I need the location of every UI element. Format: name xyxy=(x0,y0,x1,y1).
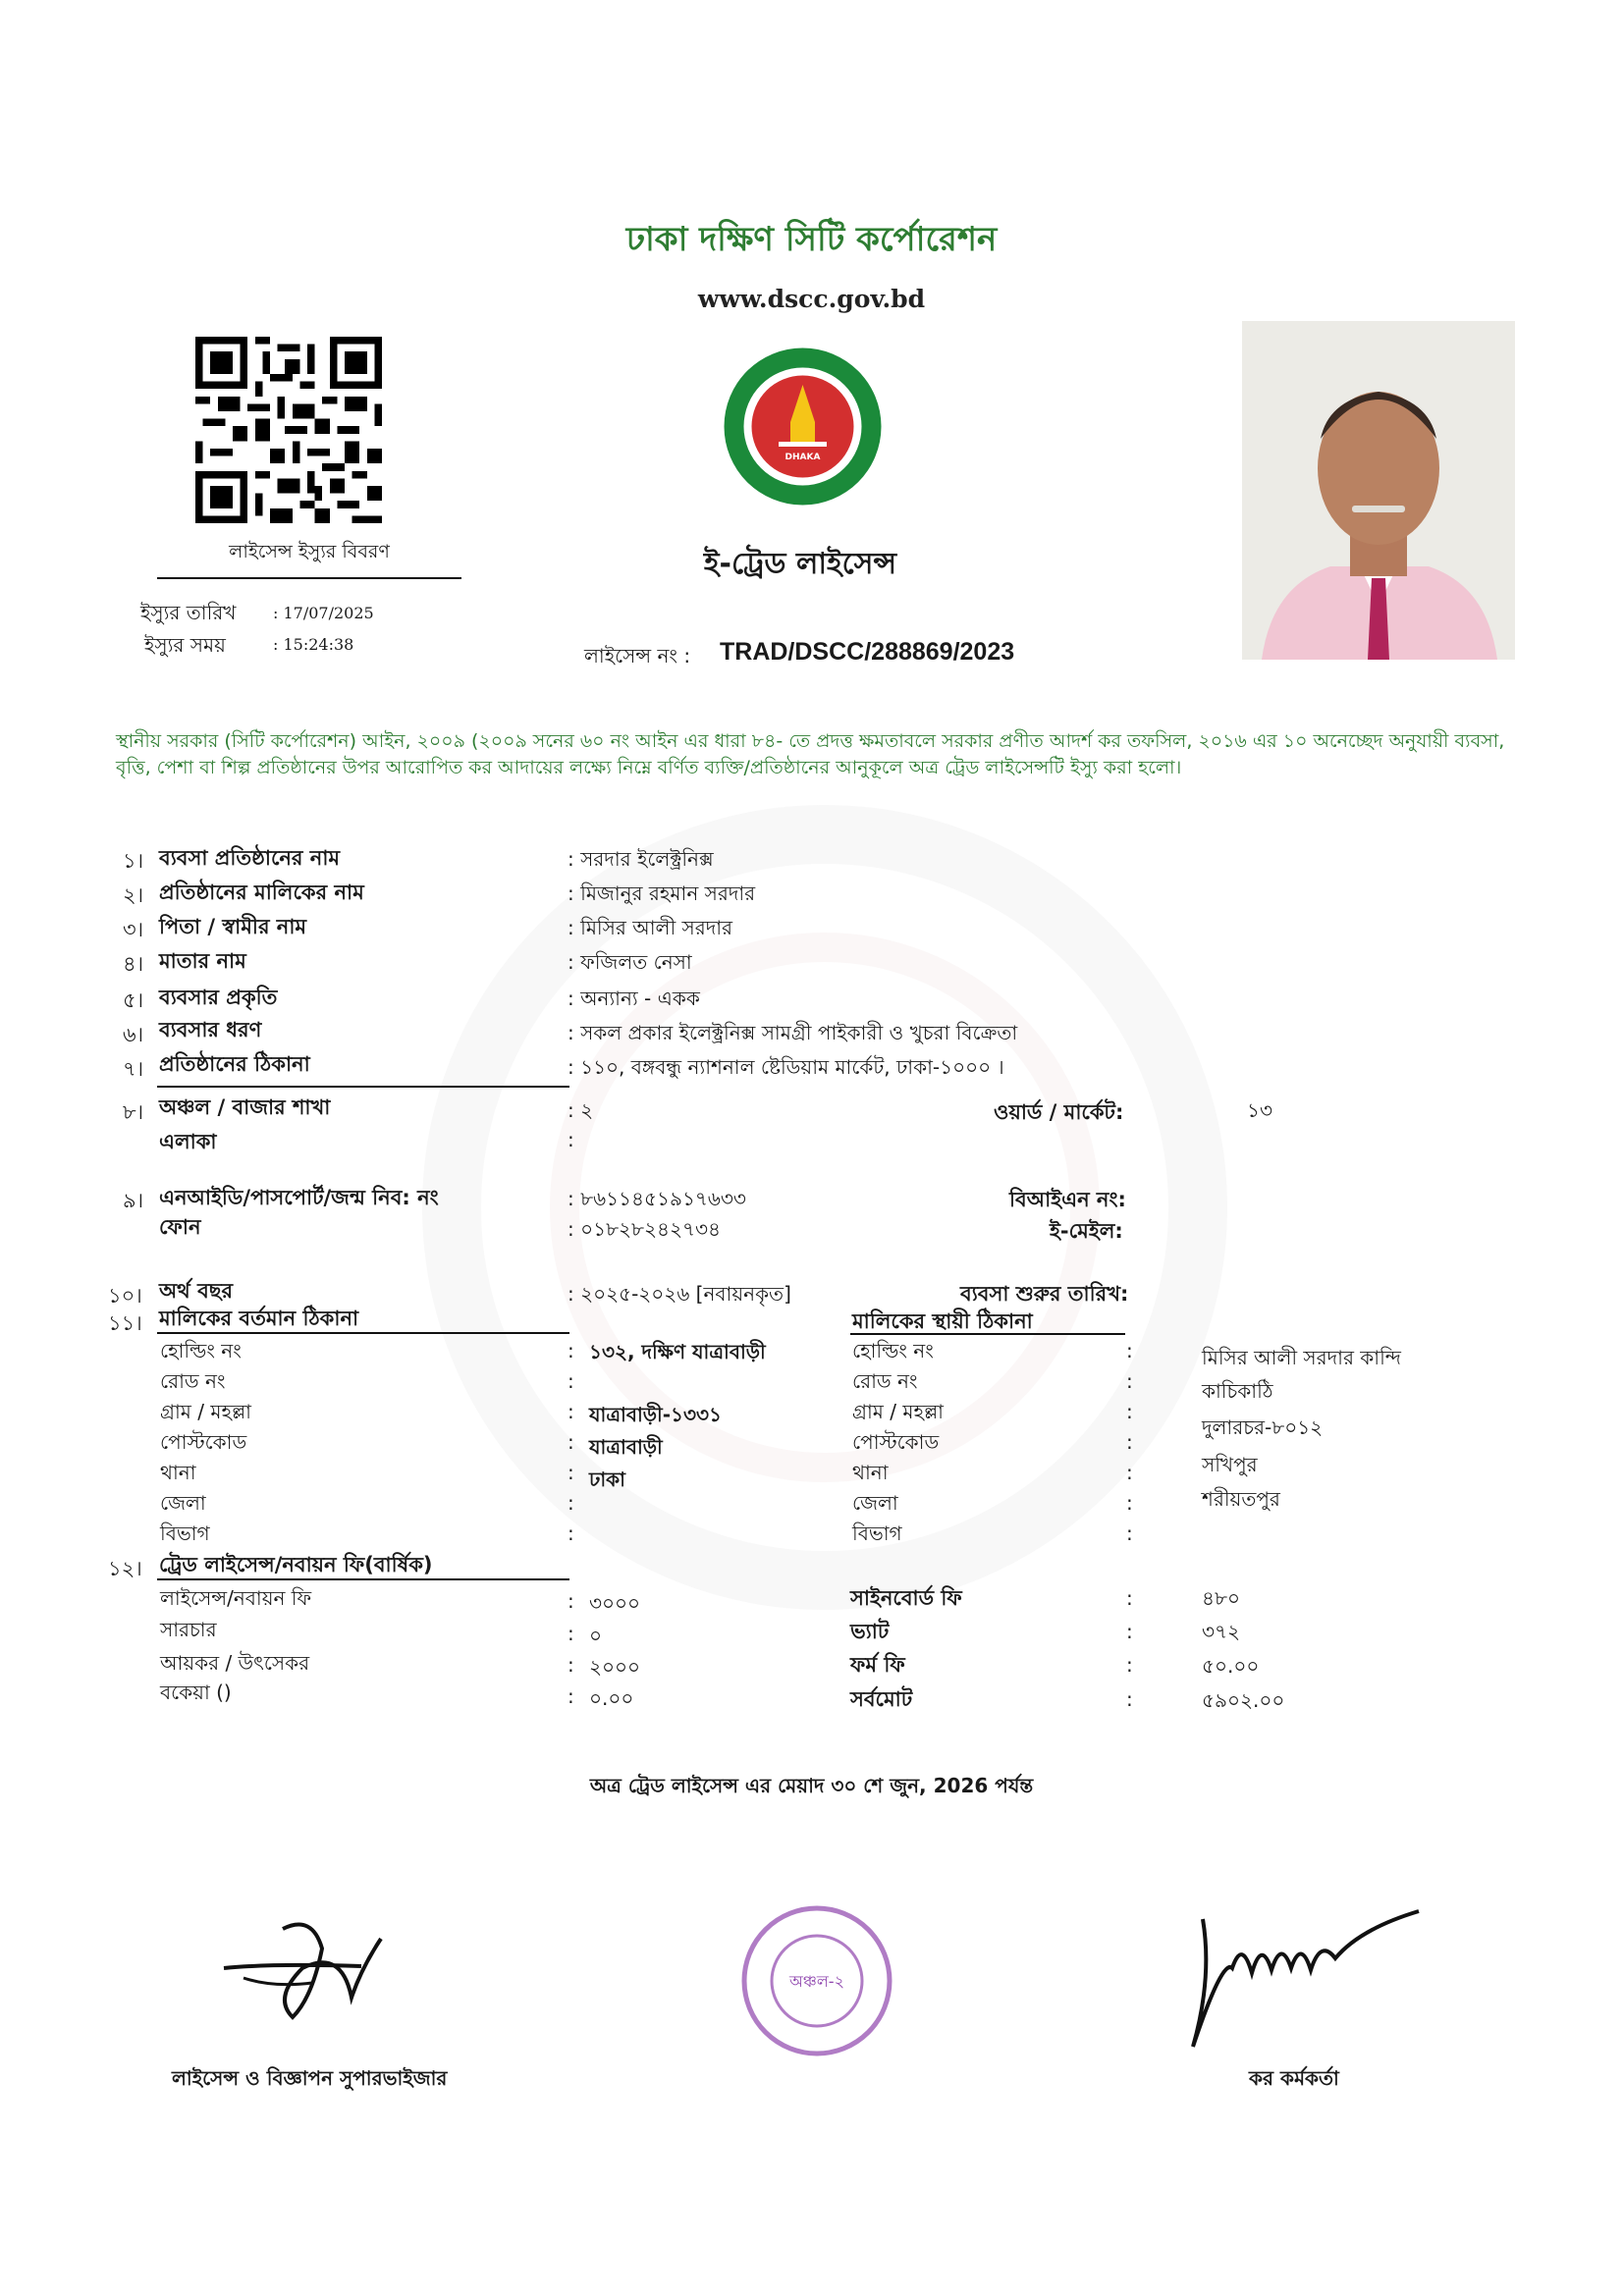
permanent-thana-label: থানা xyxy=(852,1461,889,1484)
fee-vat-value: ৩৭২ xyxy=(1202,1620,1241,1643)
left-signature-mark xyxy=(214,1909,401,2037)
fee-colon: : xyxy=(568,1653,574,1677)
fee-colon: : xyxy=(1126,1687,1133,1711)
validity-text: অত্র ট্রেড লাইসেন্স এর মেয়াদ ৩০ শে জুন, 2026 পর্যন্ত xyxy=(589,1774,1034,1797)
fee-arrears-label: বকেয়া () xyxy=(160,1681,232,1704)
field-4-number: ৪। xyxy=(123,952,144,976)
document-title: ই-ট্রেড লাইসেন্স xyxy=(703,547,897,581)
field-4-label: মাতার নাম xyxy=(159,949,246,973)
ward-label: ওয়ার্ড / মার্কেট: xyxy=(994,1100,1124,1124)
field-1-value: : সরদার ইলেক্ট্রনিক্স xyxy=(568,847,714,871)
fee-incometax-label: আয়কর / উৎসেকর xyxy=(160,1651,310,1675)
current-colon: : xyxy=(568,1491,574,1515)
current-village-value: যাত্রাবাড়ী-১৩৩১ xyxy=(589,1403,723,1426)
logo-inner-text: DHAKA xyxy=(784,453,821,462)
right-signature-mark xyxy=(1173,1899,1429,2056)
field-7-value: : ১১০, বঙ্গবন্ধু ন্যাশনাল ষ্টেডিয়াম মার্কেট, ঢাকা-১০০০ । xyxy=(568,1055,1004,1079)
current-colon: : xyxy=(568,1369,574,1393)
zone-divider xyxy=(157,1086,569,1088)
field-5-label: ব্যবসার প্রকৃতি xyxy=(159,986,278,1009)
permanent-colon: : xyxy=(1126,1400,1133,1423)
field-4-value: : ফজিলত নেসা xyxy=(568,950,692,974)
fee-arrears-value: ০.০০ xyxy=(589,1686,634,1710)
current-village-label: গ্রাম / মহল্লা xyxy=(160,1400,251,1423)
email-label: ই-মেইল: xyxy=(1050,1219,1123,1243)
fee-total-label: সর্বমোট xyxy=(850,1687,913,1711)
left-signature-label: লাইসেন্স ও বিজ্ঞাপন সুপারভাইজার xyxy=(172,2066,448,2090)
fee-surcharge-value: ০ xyxy=(589,1624,603,1647)
stamp-text: অঞ্চল-২ xyxy=(789,1972,844,1991)
corporation-title: ঢাকা দক্ষিণ সিটি কর্পোরেশন xyxy=(625,220,998,259)
permanent-road-label: রোড নং xyxy=(852,1369,918,1393)
permanent-thana-value: সখিপুর xyxy=(1202,1453,1258,1476)
nid-label: এনআইডি/পাসপোর্ট/জন্ম নিব: নং xyxy=(159,1186,439,1209)
dscc-logo xyxy=(722,346,884,507)
permanent-colon: : xyxy=(1126,1369,1133,1393)
field-3-label: পিতা / স্বামীর নাম xyxy=(159,915,307,938)
field-6-value: : সকল প্রকার ইলেক্ট্রনিক্স সামগ্রী পাইকারী ও খুচরা বিক্রেতা xyxy=(568,1021,1018,1044)
issue-time-label: ইস্যুর সময় xyxy=(144,633,226,657)
fees-number: ১২। xyxy=(108,1557,142,1580)
fee-colon: : xyxy=(568,1622,574,1645)
fees-divider xyxy=(157,1578,569,1580)
fee-colon: : xyxy=(1126,1620,1133,1643)
fee-colon: : xyxy=(1126,1586,1133,1610)
current-thana-value: ঢাকা xyxy=(589,1468,625,1491)
fiscal-value: : ২০২৫-২০২৬ [নবায়নকৃত] xyxy=(568,1282,791,1306)
field-3-number: ৩। xyxy=(123,918,144,941)
zone-label: অঞ্চল / বাজার শাখা xyxy=(159,1095,331,1119)
field-7-number: ৭। xyxy=(123,1057,144,1081)
address-number: ১১। xyxy=(108,1311,142,1335)
phone-value: : ০১৮২৮২৪২৭৩৪ xyxy=(568,1217,722,1241)
current-road-label: রোড নং xyxy=(160,1369,226,1393)
office-stamp xyxy=(738,1902,895,2059)
permanent-address-heading: মালিকের স্থায়ী ঠিকানা xyxy=(852,1309,1033,1333)
zone-number: ৮। xyxy=(123,1100,144,1124)
fee-incometax-value: ২০০০ xyxy=(589,1655,641,1679)
permanent-postcode-label: পোস্টকোড xyxy=(852,1430,940,1454)
fee-signboard-value: ৪৮০ xyxy=(1202,1586,1240,1610)
fee-colon: : xyxy=(568,1589,574,1613)
zone-value: : ২ xyxy=(568,1098,594,1122)
current-district-label: জেলা xyxy=(160,1491,206,1515)
permanent-road-value: কাচিকাঠি xyxy=(1202,1379,1273,1403)
permanent-address-divider xyxy=(850,1333,1125,1335)
phone-label: ফোন xyxy=(159,1215,201,1239)
current-colon: : xyxy=(568,1400,574,1423)
field-6-label: ব্যবসার ধরণ xyxy=(159,1018,262,1041)
permanent-village-value: দুলারচর-৮০১২ xyxy=(1202,1415,1324,1439)
fee-vat-label: ভ্যাট xyxy=(850,1620,890,1643)
business-start-label: ব্যবসা শুরুর তারিখ: xyxy=(960,1282,1129,1306)
current-colon: : xyxy=(568,1461,574,1484)
fee-total-value: ৫৯০২.০০ xyxy=(1202,1688,1285,1712)
issue-date-label: ইস্যুর তারিখ xyxy=(140,601,237,624)
permanent-holding-label: হোল্ডিং নং xyxy=(852,1339,934,1362)
intro-paragraph: স্থানীয় সরকার (সিটি কর্পোরেশন) আইন, ২০০৯ (২০০৯ সনের ৬০ নং আইন এর ধারা ৮৪- তে প্রদত্ত ক্ষমতাবলে সরকার প্রণীত আদর্শ কর তফসিল, ২০১৬ এর ১০ অনেচ্ছেদ অনুযায়ী ব্যবসা, বৃত্তি, পেশা বা শিল্প প্রতিষ্ঠানের উপর আরোপিত কর আদায়ের লক্ষ্যে নিম্নে বর্ণিত ব্যক্তি/প্রতিষ্ঠানের আনুকূলে অত্র ট্রেড লাইসেন্সটি ইস্যু করা হলো। xyxy=(116,730,1505,778)
current-postcode-label: পোস্টকোড xyxy=(160,1430,247,1454)
license-number-label: লাইসেন্স নং : xyxy=(584,644,691,667)
fee-signboard-label: সাইনবোর্ড ফি xyxy=(850,1586,962,1610)
current-colon: : xyxy=(568,1339,574,1362)
permanent-colon: : xyxy=(1126,1339,1133,1362)
permanent-colon: : xyxy=(1126,1522,1133,1545)
identity-number: ৯। xyxy=(123,1189,144,1212)
bin-label: বিআইএন নং: xyxy=(1009,1188,1126,1211)
fee-colon: : xyxy=(1126,1653,1133,1677)
fiscal-number: ১০। xyxy=(108,1284,142,1308)
nid-value: : ৮৬১১৪৫১৯১৭৬৩৩ xyxy=(568,1187,746,1210)
permanent-colon: : xyxy=(1126,1491,1133,1515)
issue-details-heading: লাইসেন্স ইস্যুর বিবরণ xyxy=(157,538,461,579)
ward-value: ১৩ xyxy=(1247,1098,1272,1122)
field-2-label: প্রতিষ্ঠানের মালিকের নাম xyxy=(159,881,364,904)
current-holding-label: হোল্ডিং নং xyxy=(160,1339,242,1362)
permanent-district-value: শরীয়তপুর xyxy=(1202,1487,1280,1511)
permanent-colon: : xyxy=(1126,1461,1133,1484)
license-number-value: TRAD/DSCC/288869/2023 xyxy=(720,638,1015,666)
fee-surcharge-label: সারচার xyxy=(160,1618,217,1641)
issue-date-value: : 17/07/2025 xyxy=(273,604,374,622)
field-1-number: ১। xyxy=(123,849,144,873)
permanent-colon: : xyxy=(1126,1430,1133,1454)
current-colon: : xyxy=(568,1430,574,1454)
fiscal-label: অর্থ বছর xyxy=(159,1279,234,1303)
permanent-division-label: বিভাগ xyxy=(852,1522,902,1545)
current-address-heading: মালিকের বর্তমান ঠিকানা xyxy=(159,1307,359,1330)
fee-license-value: ৩০০০ xyxy=(589,1591,641,1615)
owner-photo xyxy=(1242,321,1515,660)
field-3-value: : মিসির আলী সরদার xyxy=(568,916,733,939)
field-2-number: ২। xyxy=(123,883,144,907)
permanent-district-label: জেলা xyxy=(852,1491,898,1515)
area-value: : xyxy=(568,1128,574,1151)
current-division-label: বিভাগ xyxy=(160,1522,210,1545)
field-1-label: ব্যবসা প্রতিষ্ঠানের নাম xyxy=(159,846,341,870)
area-label: এলাকা xyxy=(159,1130,217,1153)
fees-heading: ট্রেড লাইসেন্স/নবায়ন ফি(বার্ষিক) xyxy=(159,1553,433,1576)
permanent-holding-value: মিসির আলী সরদার কান্দি xyxy=(1202,1346,1401,1369)
right-signature-label: কর কর্মকর্তা xyxy=(1249,2066,1339,2090)
fee-form-label: ফর্ম ফি xyxy=(850,1653,905,1677)
qr-code xyxy=(193,337,384,523)
current-address-divider xyxy=(157,1332,569,1334)
field-7-label: প্রতিষ্ঠানের ঠিকানা xyxy=(159,1052,310,1076)
field-5-value: : অন্যান্য - একক xyxy=(568,987,700,1010)
current-holding-value: ১৩২, দক্ষিণ যাত্রাবাড়ী xyxy=(589,1340,766,1363)
permanent-village-label: গ্রাম / মহল্লা xyxy=(852,1400,944,1423)
website-link[interactable]: www.dscc.gov.bd xyxy=(697,285,926,313)
current-colon: : xyxy=(568,1522,574,1545)
fee-license-label: লাইসেন্স/নবায়ন ফি xyxy=(160,1586,312,1610)
field-2-value: : মিজানুর রহমান সরদার xyxy=(568,881,756,905)
current-postcode-value: যাত্রাবাড়ী xyxy=(589,1435,663,1459)
fee-form-value: ৫০.০০ xyxy=(1202,1654,1260,1678)
field-6-number: ৬। xyxy=(123,1023,144,1046)
field-5-number: ৫। xyxy=(123,988,144,1012)
current-thana-label: থানা xyxy=(160,1461,196,1484)
issue-time-value: : 15:24:38 xyxy=(273,635,354,654)
fee-colon: : xyxy=(568,1684,574,1708)
